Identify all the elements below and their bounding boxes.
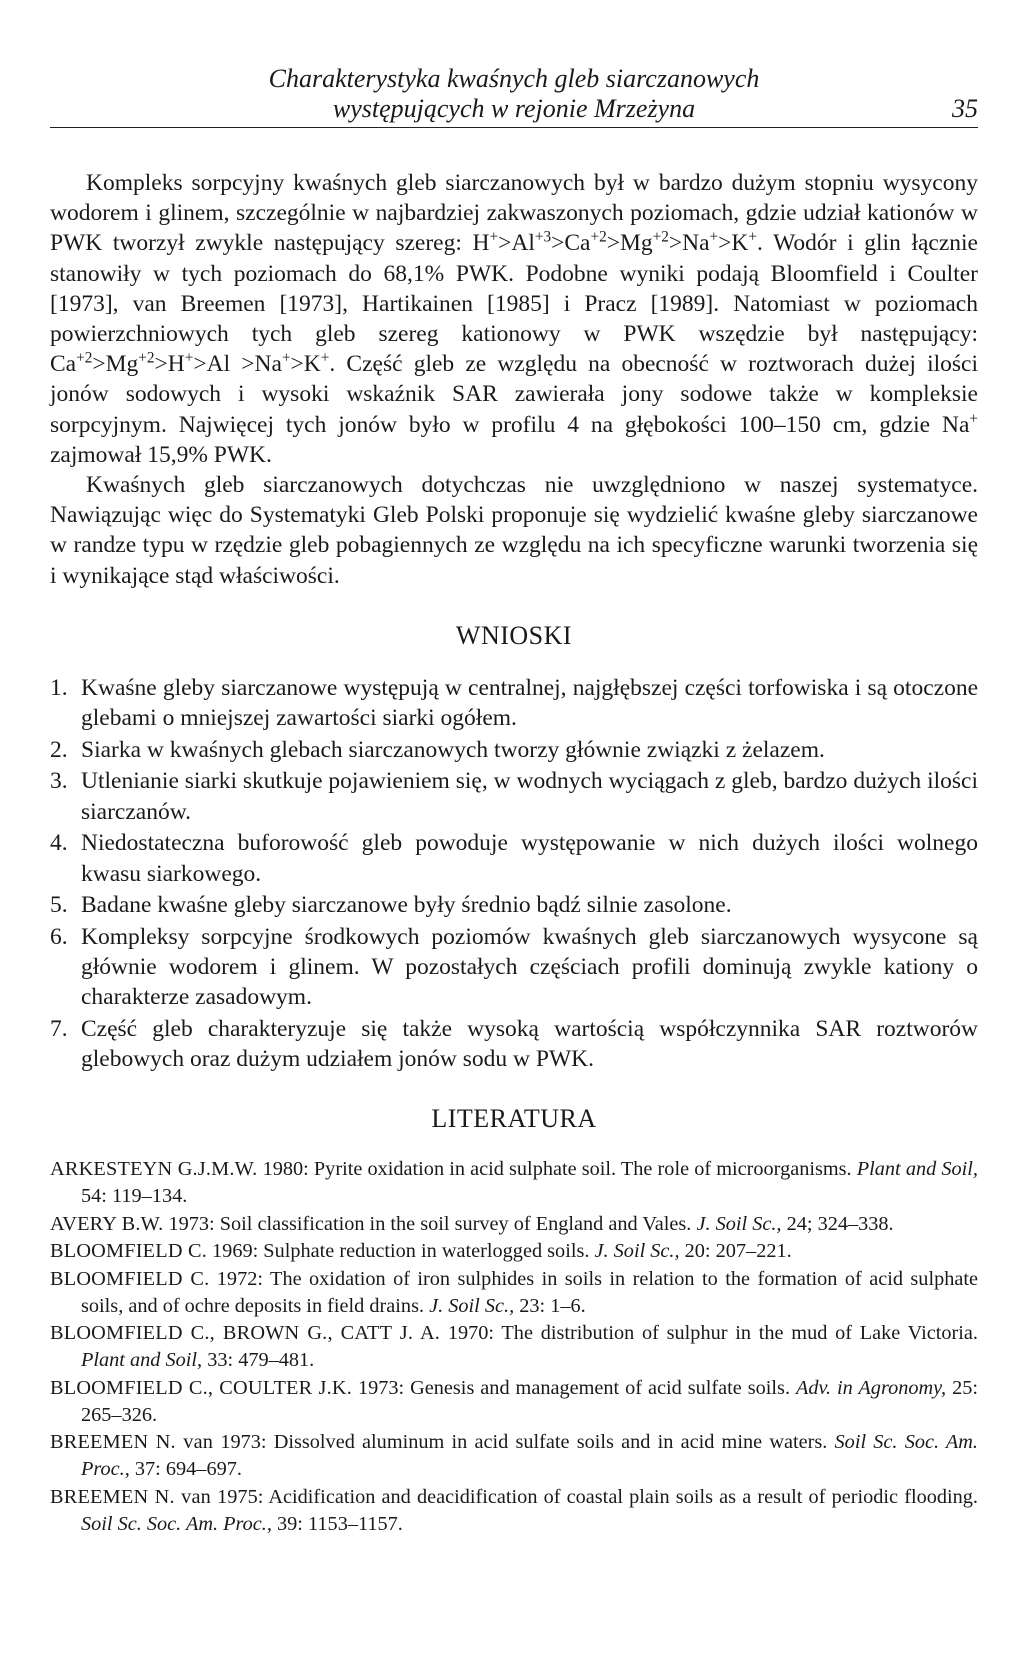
ref-journal: J. Soil Sc., bbox=[429, 1294, 515, 1317]
superscript: + bbox=[320, 349, 330, 367]
text-run: >Al bbox=[498, 230, 535, 257]
list-number: 4. bbox=[50, 830, 68, 857]
list-item bbox=[50, 890, 978, 920]
reference-entry bbox=[50, 1211, 978, 1238]
ref-journal: Plant and Soil, bbox=[81, 1349, 203, 1372]
superscript: + bbox=[709, 229, 719, 247]
list-item bbox=[50, 735, 978, 765]
superscript: +3 bbox=[534, 229, 552, 247]
reference-entry bbox=[50, 1266, 978, 1320]
list-text: Utlenianie siarki skutkuje pojawieniem się, w wodnych wyciągach z gleb, bardzo dużych ilości siarczanów. bbox=[81, 768, 978, 825]
ref-volume: 33: bbox=[202, 1349, 234, 1372]
superscript: + bbox=[489, 229, 499, 247]
ref-volume: 39: bbox=[271, 1512, 303, 1535]
ref-volume: 37: bbox=[129, 1458, 161, 1481]
header-title-line-1: Charakterystyka kwaśnych gleb siarczanowych bbox=[268, 64, 760, 93]
list-number: 3. bbox=[50, 768, 68, 795]
text-run: . Wodór i glin łącznie stanowiły w tych poziomach do 68,1% PWK. Podobne wyniki podają Bloomfield i Coulter [1973], van Breemen [1973], Hartikainen [1985] i Pracz [1989]. Natomiast w poziomach powierzchniowych tych gleb szereg kationowy w PWK wszędzie był następujący: Ca bbox=[50, 230, 978, 378]
superscript: +2 bbox=[76, 349, 93, 367]
ref-journal: Soil Sc. Soc. Am. Proc., bbox=[81, 1512, 272, 1535]
ref-title: 1973: Genesis and management of acid sulfate soils. bbox=[352, 1376, 796, 1399]
list-text: Siarka w kwaśnych glebach siarczanowych tworzy głównie związki z żelazem. bbox=[81, 736, 825, 763]
ref-volume: 24; bbox=[781, 1212, 813, 1235]
ref-title: 1972: The oxidation of iron sulphides in soils in relation to the formation of acid sulphate soils, and of ochre deposits in field drains. bbox=[81, 1267, 978, 1317]
reference-list bbox=[50, 1156, 978, 1538]
paragraph-systematics: Kwaśnych gleb siarczanowych dotychczas nie uwzględniono w naszej systematyce. Nawiązując więc do Systematyki Gleb Polski proponuje się wydzielić kwaśne gleby siarczanowe w randze typu w rzędzie gleb pobagiennych ze względu na ich specyficzne warunki tworzenia się i wynikające stąd właściwości. bbox=[50, 472, 978, 589]
ref-journal: Adv. in Agronomy, bbox=[795, 1376, 947, 1399]
ref-title: 1973: Soil classification in the soil survey of England and Vales. bbox=[163, 1212, 697, 1235]
reference-entry bbox=[50, 1238, 978, 1265]
ref-pages: 694–697. bbox=[160, 1458, 242, 1481]
ref-pages: 1153–1157. bbox=[302, 1512, 403, 1535]
ref-title: 1980: Pyrite oxidation in acid sulphate soil. The role of microorganisms. bbox=[257, 1158, 857, 1181]
superscript: + bbox=[748, 229, 757, 247]
reference-entry bbox=[50, 1484, 978, 1538]
literature-heading: LITERATURA bbox=[431, 1104, 597, 1134]
ref-title: 1975: Acidification and deacidification of coastal plain soils as a result of periodic flooding. bbox=[211, 1485, 978, 1508]
text-run: >Na bbox=[668, 230, 710, 257]
superscript: + bbox=[281, 349, 291, 367]
list-item bbox=[50, 766, 978, 826]
list-text: Kwaśne gleby siarczanowe występują w centralnej, najgłębszej części torfowiska i są otoczone glebami o mniejszej zawartości siarki ogółem. bbox=[81, 674, 978, 732]
reference-entry bbox=[50, 1375, 978, 1429]
ref-journal: Soil Sc. Soc. Am. Proc., bbox=[81, 1431, 978, 1481]
list-number: 1. bbox=[50, 674, 68, 701]
text-run: >Mg bbox=[606, 230, 653, 257]
ref-pages: 1–6. bbox=[545, 1294, 586, 1317]
reference-entry bbox=[50, 1429, 978, 1483]
text-run: Kompleks sorpcyjny kwaśnych gleb siarczanowych był w bardzo dużym stopniu wysycony wodorem i glinem, szczególnie w najbardziej zakwaszonych poziomach, gdzie udział kationów w PWK tworzył zwykle następujący szereg: H bbox=[50, 170, 978, 257]
ref-pages: 207–221. bbox=[710, 1240, 792, 1263]
conclusions-heading: WNIOSKI bbox=[455, 620, 573, 650]
list-item bbox=[50, 922, 978, 1013]
ref-volume: 23: bbox=[514, 1294, 546, 1317]
ref-title: 1969: Sulphate reduction in waterlogged soils. bbox=[206, 1240, 595, 1263]
ref-authors: BREEMEN N. van bbox=[50, 1431, 214, 1454]
running-header bbox=[50, 64, 978, 128]
ref-authors: BREEMEN N. van bbox=[50, 1485, 211, 1508]
superscript: +2 bbox=[652, 229, 669, 247]
ref-title: 1970: The distribution of sulphur in the mud of Lake Victoria. bbox=[440, 1322, 978, 1345]
reference-entry bbox=[50, 1320, 978, 1374]
text-run: >K bbox=[718, 230, 749, 257]
ref-authors: ARKESTEYN G.J.M.W. bbox=[50, 1158, 258, 1181]
list-item bbox=[50, 1014, 978, 1074]
text-run: zajmował 15,9% PWK. bbox=[50, 441, 272, 468]
ref-authors: BLOOMFIELD C., COULTER J.K. bbox=[50, 1376, 352, 1399]
superscript: + bbox=[969, 410, 978, 428]
text-run: >Mg bbox=[92, 351, 139, 378]
list-text: Kompleksy sorpcyjne środkowych poziomów kwaśnych gleb siarczanowych wysycone są głównie wodorem i glinem. W pozostałych częściach profili dominują zwykle kationy o charakterze zasadowym. bbox=[81, 923, 978, 1011]
ref-pages: 265–326. bbox=[81, 1403, 158, 1426]
ref-volume: 54: bbox=[81, 1185, 107, 1208]
ref-authors: BLOOMFIELD C. bbox=[50, 1267, 210, 1290]
ref-authors: BLOOMFIELD C. bbox=[50, 1240, 207, 1263]
text-run: . Część gleb ze względu na obecność w roztworach dużej ilości jonów sodowych i wysoki wskaźnik SAR zawierała jony sodowe także w kompleksie sorpcyjnym. Najwięcej tych jonów było w profilu 4 na głębokości 100–150 cm, gdzie Na bbox=[50, 351, 978, 438]
list-number: 5. bbox=[50, 892, 68, 919]
ref-journal: J. Soil Sc., bbox=[696, 1212, 782, 1235]
ref-volume: 20: bbox=[679, 1240, 711, 1263]
ref-authors: AVERY B.W. bbox=[50, 1212, 164, 1235]
superscript: +2 bbox=[590, 229, 607, 247]
superscript: + bbox=[184, 349, 194, 367]
text-run: >H bbox=[154, 351, 185, 378]
ref-journal: J. Soil Sc., bbox=[594, 1240, 680, 1263]
list-text: Niedostateczna buforowość gleb powoduje występowanie w nich dużych ilości wolnego kwasu siarkowego. bbox=[81, 830, 978, 887]
list-number: 7. bbox=[50, 1016, 68, 1043]
ref-pages: 324–338. bbox=[812, 1212, 894, 1235]
ref-pages: 119–134. bbox=[106, 1185, 188, 1208]
text-run: >Ca bbox=[551, 230, 591, 257]
list-number: 6. bbox=[50, 923, 68, 950]
list-number: 2. bbox=[50, 736, 68, 763]
ref-volume: 25: bbox=[946, 1376, 978, 1399]
conclusions-list bbox=[50, 673, 978, 1075]
list-item bbox=[50, 673, 978, 733]
list-item bbox=[50, 828, 978, 888]
paragraph-sorption-complex bbox=[50, 168, 978, 470]
ref-authors: BLOOMFIELD C., BROWN G., CATT J. A. bbox=[50, 1322, 441, 1345]
text-run: >K bbox=[290, 351, 321, 378]
reference-entry bbox=[50, 1156, 978, 1210]
header-title-line-2: występujących w rejonie Mrzeżyna bbox=[332, 94, 696, 123]
ref-title: 1973: Dissolved aluminum in acid sulfate soils and in acid mine waters. bbox=[213, 1431, 835, 1454]
page-number: 35 bbox=[952, 94, 978, 123]
ref-journal: Plant and Soil, bbox=[856, 1158, 978, 1181]
list-text: Badane kwaśne gleby siarczanowe były średnio bądź silnie zasolone. bbox=[81, 892, 732, 919]
text-run: >Al >Na bbox=[193, 351, 282, 378]
ref-pages: 479–481. bbox=[233, 1349, 315, 1372]
superscript: +2 bbox=[138, 349, 155, 367]
list-text: Część gleb charakteryzuje się także wysoką wartością współczynnika SAR roztworów glebowych oraz dużym udziałem jonów sodu w PWK. bbox=[81, 1016, 978, 1073]
